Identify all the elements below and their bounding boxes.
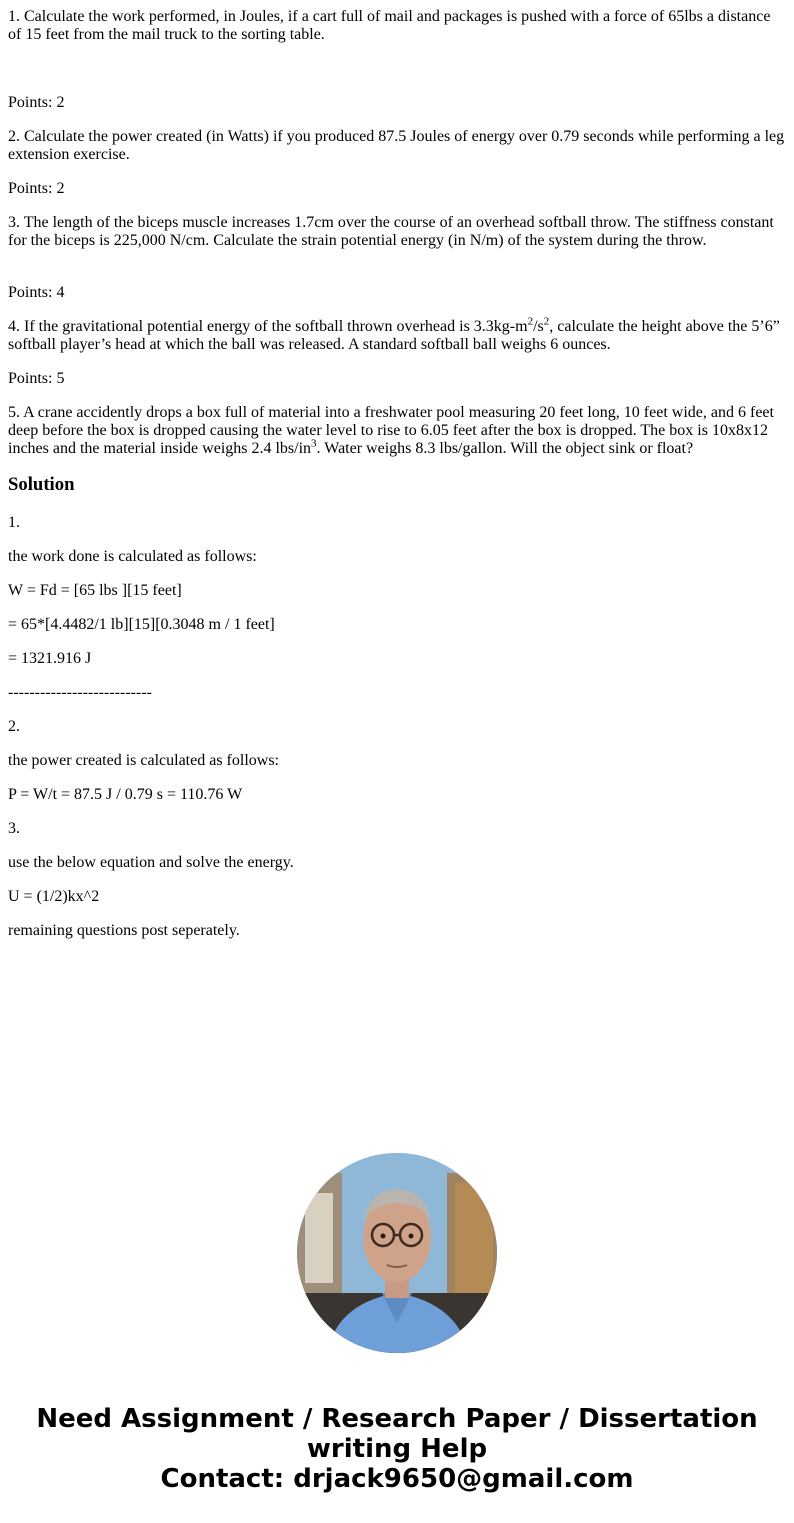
solution-line: 2. <box>8 718 20 735</box>
contact-banner <box>0 1404 794 1494</box>
question-1-text: 1. Calculate the work performed, in Joules, if a cart full of mail and packages is pushed with a force of 65lbs a distance of 15 feet from the mail truck to the sorting table. <box>8 8 771 43</box>
solution-line: the power created is calculated as follows: <box>8 752 279 769</box>
solution-line: use the below equation and solve the energy. <box>8 854 294 871</box>
solution-line: remaining questions post seperately. <box>8 922 240 939</box>
banner-line: Need Assignment / Research Paper / Dissertation <box>36 1404 758 1434</box>
solution-line: U = (1/2)kx^2 <box>8 888 100 905</box>
superscript: 2 <box>527 315 534 328</box>
solution-line: = 65*[4.4482/1 lb][15][0.3048 m / 1 feet] <box>8 616 275 633</box>
question-3-points: Points: 4 <box>8 284 65 301</box>
question-4-text-part: 4. If the gravitational potential energy of the softball thrown overhead is 3.3kg-m <box>8 318 528 335</box>
question-5-text <box>8 404 786 458</box>
question-4-text-part: /s <box>533 318 544 335</box>
author-photo <box>297 1153 497 1353</box>
solution-line: = 1321.916 J <box>8 650 92 667</box>
question-5-text-part: . Water weighs 8.3 lbs/gallon. Will the object sink or float? <box>316 440 694 457</box>
superscript: 2 <box>543 315 550 328</box>
banner-line: writing Help <box>306 1434 488 1464</box>
solution-line: 1. <box>8 514 20 531</box>
spacer <box>8 60 786 94</box>
solution-heading: Solution <box>8 474 75 495</box>
contact-email: Contact: drjack9650@gmail.com <box>160 1464 634 1494</box>
question-3-text: 3. The length of the biceps muscle increases 1.7cm over the course of an overhead softball throw. The stiffness constant for the biceps is 225,000 N/cm. Calculate the strain potential energy (in N/m) of the system during the throw. <box>8 214 774 249</box>
superscript: 3 <box>311 437 317 450</box>
solution-line: P = W/t = 87.5 J / 0.79 s = 110.76 W <box>8 786 243 803</box>
question-4-text <box>8 315 786 354</box>
solution-line: 3. <box>8 820 20 837</box>
question-4-text-part: , calculate the height above the 5’6” softball player’s head at which the ball was released. A standard softball ball weighs 6 ounces. <box>8 318 780 353</box>
question-2-text: 2. Calculate the power created (in Watts) if you produced 87.5 Joules of energy over 0.79 seconds while performing a leg extension exercise. <box>8 128 785 163</box>
solution-line: the work done is calculated as follows: <box>8 548 257 565</box>
solution-body <box>8 514 786 940</box>
spacer <box>8 266 786 284</box>
question-4-points: Points: 5 <box>8 370 65 387</box>
question-1-points: Points: 2 <box>8 94 65 111</box>
document-body <box>8 8 786 956</box>
question-5-text-part: 5. A crane accidently drops a box full of material into a freshwater pool measuring 20 feet long, 10 feet wide, and 6 feet deep before the box is dropped causing the water level to rise to 6.05 feet after the box is dropped. The box is 10x8x12 inches and the material inside weighs 2.4 lbs/in <box>8 404 774 457</box>
question-2-points: Points: 2 <box>8 180 65 197</box>
solution-divider: --------------------------- <box>8 684 152 701</box>
author-avatar <box>297 1153 497 1353</box>
solution-line: W = Fd = [65 lbs ][15 feet] <box>8 582 182 599</box>
